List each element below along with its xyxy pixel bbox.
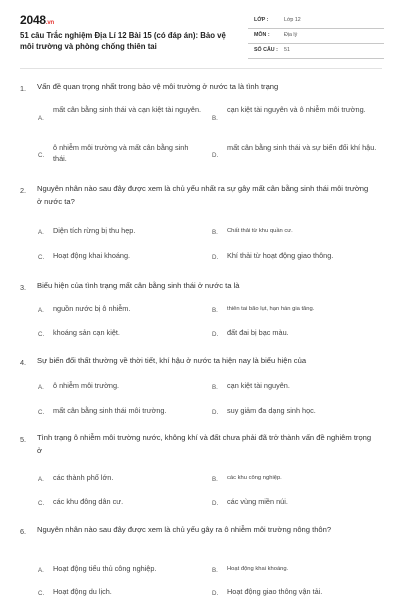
logo-suffix: .vn [45, 20, 54, 26]
question-text: Tình trạng ô nhiễm môi trường nước, không khí và đất chưa phải đã trở thành vấn đề nghiêm trọng ở [37, 433, 372, 455]
option-letter: A. [38, 567, 44, 574]
option-text: Hoạt động du lịch. [53, 587, 112, 596]
option-letter: A. [38, 115, 44, 122]
meta-value: Địa lý [284, 32, 298, 38]
option-text: cạn kiệt tài nguyên và ô nhiễm môi trường. [227, 105, 366, 114]
option-text: suy giảm đa dạng sinh học. [227, 406, 316, 415]
option-letter: D. [212, 500, 219, 507]
option-text: Hoạt động tiểu thủ công nghiệp. [53, 564, 157, 573]
question-number: 5. [20, 435, 27, 444]
option-text: mất cân bằng sinh thái và sự biến đổi khí hậu. [227, 143, 377, 152]
meta-value: 51 [284, 47, 290, 53]
option-text: thiên tai bão lụt, hạn hán gia tăng. [227, 306, 315, 312]
option-text: các thành phố lớn. [53, 473, 114, 482]
option-text: mất cân bằng sinh thái môi trường. [53, 406, 167, 415]
option-letter: C. [38, 500, 45, 507]
option-letter: D. [212, 409, 219, 416]
question-number: 1. [20, 84, 27, 93]
option-letter: C. [38, 331, 45, 338]
option-letter: A. [38, 384, 44, 391]
option-text: khoáng sản cạn kiệt. [53, 328, 120, 337]
meta-value: Lớp 12 [284, 17, 301, 23]
option-text: Hoạt động giao thông vận tải. [227, 587, 323, 596]
option-text: Hoạt động khai khoáng. [227, 566, 289, 572]
option-text: Khí thải từ hoạt động giao thông. [227, 251, 334, 260]
option-letter: C. [38, 254, 45, 261]
question-text: Sự biến đổi thất thường về thời tiết, khí hậu ở nước ta hiện nay là biểu hiện của [37, 356, 307, 365]
meta-label: LỚP : [254, 17, 269, 23]
question-text: Vấn đề quan trọng nhất trong bảo vệ môi trường ở nước ta là tình trạng [37, 82, 279, 91]
meta-label: SỐ CÂU : [254, 47, 278, 53]
option-letter: B. [212, 115, 218, 122]
question-text: Nguyên nhân nào sau đây được xem là chủ yếu gây ra ô nhiễm môi trường nông thôn? [37, 525, 332, 534]
option-letter: C. [38, 590, 45, 597]
option-text: Hoạt động khai khoáng. [53, 251, 131, 260]
option-letter: D. [212, 590, 219, 597]
option-letter: D. [212, 152, 219, 159]
option-text: ô nhiễm môi trường. [53, 381, 120, 390]
option-letter: C. [38, 152, 45, 159]
question-number: 4. [20, 358, 27, 367]
option-letter: A. [38, 229, 44, 236]
option-letter: A. [38, 307, 44, 314]
option-letter: B. [212, 567, 218, 574]
option-text: Diện tích rừng bị thu hẹp. [53, 226, 136, 235]
question-text: Nguyên nhân nào sau đây được xem là chủ yếu nhất ra sự gây mất cân bằng sinh thái môi trường ở nước ta? [37, 184, 369, 206]
option-letter: C. [38, 409, 45, 416]
option-letter: B. [212, 476, 218, 483]
option-text: các khu công nghiệp. [227, 475, 282, 481]
option-letter: B. [212, 384, 218, 391]
option-text: cạn kiệt tài nguyên. [227, 381, 290, 390]
question-number: 3. [20, 283, 27, 292]
option-letter: B. [212, 307, 218, 314]
question-text: Biểu hiện của tình trạng mất cân bằng sinh thái ở nước ta là [37, 281, 240, 290]
option-letter: D. [212, 254, 219, 261]
option-text: mất cân bằng sinh thái và cạn kiệt tài nguyên. [53, 105, 202, 114]
logo-text: 2048 [20, 13, 46, 27]
option-text: đất đai bị bạc màu. [227, 328, 289, 337]
option-text: các vùng miền núi. [227, 497, 288, 506]
option-letter: B. [212, 229, 218, 236]
option-letter: A. [38, 476, 44, 483]
option-text: ô nhiễm môi trường và mất cân bằng sinh thái. [53, 143, 189, 163]
option-text: nguồn nước bị ô nhiễm. [53, 304, 131, 313]
meta-label: MÔN : [254, 32, 270, 38]
option-letter: D. [212, 331, 219, 338]
option-text: các khu đông dân cư. [53, 497, 124, 506]
document-title: 51 câu Trắc nghiệm Địa Lí 12 Bài 15 (có đáp án): Bảo vệ môi trường và phòng chống thiên tai [20, 31, 226, 51]
option-text: Chất thải từ khu quần cư. [227, 228, 293, 234]
question-number: 6. [20, 527, 27, 536]
question-number: 2. [20, 186, 27, 195]
